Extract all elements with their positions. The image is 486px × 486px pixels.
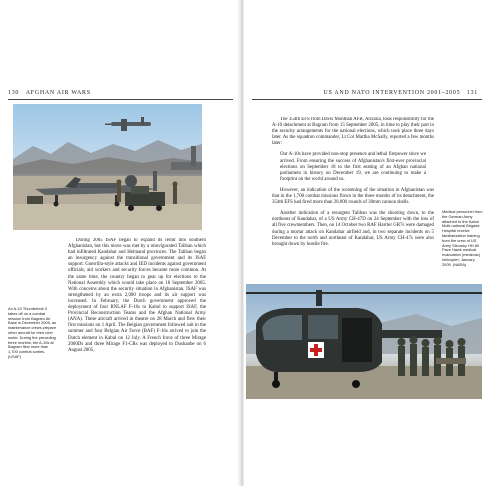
left-page-number: 130 <box>8 90 20 96</box>
black-hawk-photo <box>246 284 482 399</box>
right-paragraph: Another indication of a resurgent Taliban was the shooting down, to the northeast of Kandahar, of a US Army CH-47D on 24 September with the loss of all five crewmembers. Then, on 14 October two RAF Harrier GR7s were damaged during a mortar attack on Kandahar airfield and, in two separate incidents on 5 December to the north and northeast of Kandahar, US Army CH-47s were also brought down by hostile fire. <box>272 211 434 247</box>
left-header-rule <box>8 99 233 100</box>
left-running-head <box>8 90 91 96</box>
right-page <box>244 0 486 486</box>
left-running-title: AFGHAN AIR WARS <box>25 90 91 96</box>
right-paragraph: The 354th EFS from Davis Monthan AFB, Arizona, took responsibility for the A-10 detachment at Bagram from 15 September 2005, in time to play their part in the security arrangements for the national elections, which took place three days later. As the squadron commander, Lt Col Martha McSally, reported a few months later: <box>272 117 434 147</box>
a10-photo-illustration <box>13 104 202 230</box>
right-header-rule <box>252 99 482 100</box>
right-running-head <box>323 90 478 96</box>
right-page-number: 131 <box>466 90 478 96</box>
right-body-text <box>272 117 434 282</box>
a10-photo <box>13 104 202 230</box>
left-page <box>0 0 240 486</box>
black-hawk-photo-illustration <box>246 284 482 399</box>
right-running-title: US AND NATO INTERVENTION 2001–2005 <box>323 90 461 96</box>
left-photo-caption: An A-10 Thunderbolt II takes off on a combat mission from Bagram Air Base in December 2005, as maintenance crews prepare other aircraft for their next sortie. During the preceding three months, the A-10s at Bagram flew more than 1,700 combat sorties. (USAF) <box>8 306 57 359</box>
left-body-text <box>68 238 206 468</box>
left-paragraph: During 2005 ISAF began to expand its remit into southern Afghanistan, but this move was met by a reinvigorated Taliban which had infiltrated Kandahar and Helmand provinces. The Taliban began an insurgency against the transitional government and its ISAF support. Guerrilla-style attacks and IED incidents against government officials, aid workers and security forces became more common. At the same time, the country began to gear up for elections to the National Assembly which would take place on 18 September 2005. With concerns about the security situation in Afghanistan, ISAF was strengthened by an extra 2,000 troops and its air support was increased. In February, the Dutch government approved the deployment of four RNLAF F-16s to Kabul to support ISAF, the Provincial Reconstruction Teams and the Afghan National Army (ANA). These aircraft arrived in theatre on 28 March and flew their first missions on 1 April. The Belgian government followed suit in the summer and four Belgian Air Force (BAF) F-16s arrived to join the Dutch element in Kabul on 12 July. A French force of three Mirage 2000Ds and three Mirage F1-CRs was deployed to Dushanbe on 6 August 2005. <box>68 238 206 353</box>
right-quote: Our A-10s have provided non-stop presence and lethal firepower since we arrived. From ensuring the success of Afghanistan's first-ever provincial elections on September 18 to the first seating of an Afghan national parliament in history on December 19, we are continuing to make a footprint on the world around us. <box>280 152 426 182</box>
right-photo-caption: Medical personnel from the German Army attached to the Kabul Multi-national Brigade Hospital receive familiarization training from the crew of US Army Sikorsky HH-60 Pave Hawk medical evacuation (medevac) helicopter, January 2005. (NARA) <box>442 209 483 267</box>
right-paragraph: However, an indication of the worsening of the situation in Afghanistan was that in the 1,700 combat missions flown in the three months of its detachment, the 354th EFS had fired more than 20,000 rounds of 30mm cannon shells. <box>272 187 434 206</box>
